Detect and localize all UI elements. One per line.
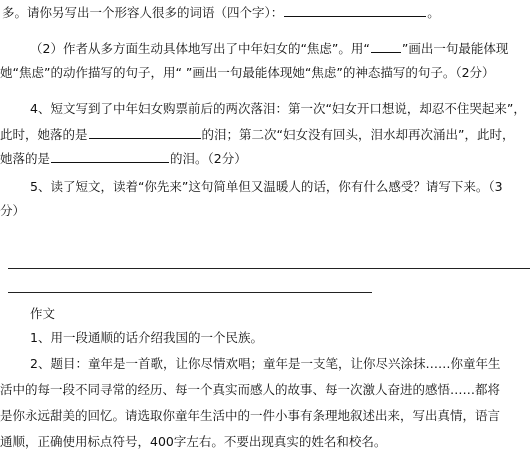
composition-item-2-line-2 xyxy=(0,381,500,399)
answer-line[interactable] xyxy=(8,268,530,269)
composition-item-2-line-1 xyxy=(30,355,500,373)
question-2-line-2 xyxy=(0,64,495,82)
question-4-line-3 xyxy=(0,149,247,167)
question-4-text-d: 的泪。（2分） xyxy=(170,151,247,166)
question-5-text-end: 分） xyxy=(0,203,26,218)
question-5-line-2 xyxy=(0,202,25,220)
composition-title: 作文 xyxy=(30,306,56,321)
answer-blank[interactable] xyxy=(89,125,201,139)
question-2-text: （2）作者从多方面生动具体地写出了中年妇女的“焦虑”。用“ xyxy=(30,41,370,56)
question-1-end: 。 xyxy=(427,5,440,20)
question-1-tail xyxy=(2,3,440,21)
question-4-text: 4、短文写到了中年妇女购票前后的两次落泪：第一次“妇女开口想说，却忍不住哭起来”， xyxy=(30,101,526,116)
answer-blank[interactable] xyxy=(51,149,169,163)
composition-item-2-text: 2、题目：童年是一首歌，让你尽情欢唱；童年是一支笔，让你尽兴涂抹……你童年生 xyxy=(30,356,501,371)
question-5-text: 5、读了短文，读着“你先来”这句简单但又温暖人的话，你有什么感受？请写下来。（3 xyxy=(30,179,503,194)
underline-symbol-blank xyxy=(371,39,401,53)
composition-item-2-line-3 xyxy=(0,407,500,425)
composition-heading xyxy=(30,305,55,323)
answer-blank[interactable] xyxy=(284,3,426,17)
question-5-line-1 xyxy=(30,178,503,196)
question-1-text: 多。请你另写出一个形容人很多的词语（四个字）： xyxy=(2,5,284,20)
composition-item-1-text: 1、用一段通顺的话介绍我国的一个民族。 xyxy=(30,330,263,345)
question-4-text-a: 此时，她落的是 xyxy=(0,127,88,142)
answer-line[interactable] xyxy=(8,292,372,293)
question-4-line-2 xyxy=(0,125,514,143)
composition-item-2-text: 活中的每一段不同寻常的经历、每一个真实而感人的故事、每一次激人奋进的感悟……都将 xyxy=(0,382,501,397)
composition-item-2-text: 是你永远甜美的回忆。请选取你童年生活中的一件小事有条理地叙述出来，写出真情，语言 xyxy=(0,408,501,423)
question-4-text-b: 的泪；第二次“妇女没有回头，泪水却再次涌出”，此时， xyxy=(201,127,515,142)
question-2-text-cont: ”画出一句最能体现 xyxy=(401,41,509,56)
composition-item-2-line-4 xyxy=(0,433,386,451)
question-2-text-line2: 她“焦虑”的动作描写的句子，用“ ”画出一句最能体现她“焦虑”的神态描写的句子。（2分） xyxy=(0,65,495,80)
question-4-text-c: 她落的是 xyxy=(0,151,51,166)
question-2-line-1 xyxy=(30,39,508,57)
question-4-line-1 xyxy=(30,100,526,118)
composition-item-2-text: 通顺，正确使用标点符号，400字左右。不要出现真实的姓名和校名。 xyxy=(0,434,387,449)
composition-item-1 xyxy=(30,329,263,347)
